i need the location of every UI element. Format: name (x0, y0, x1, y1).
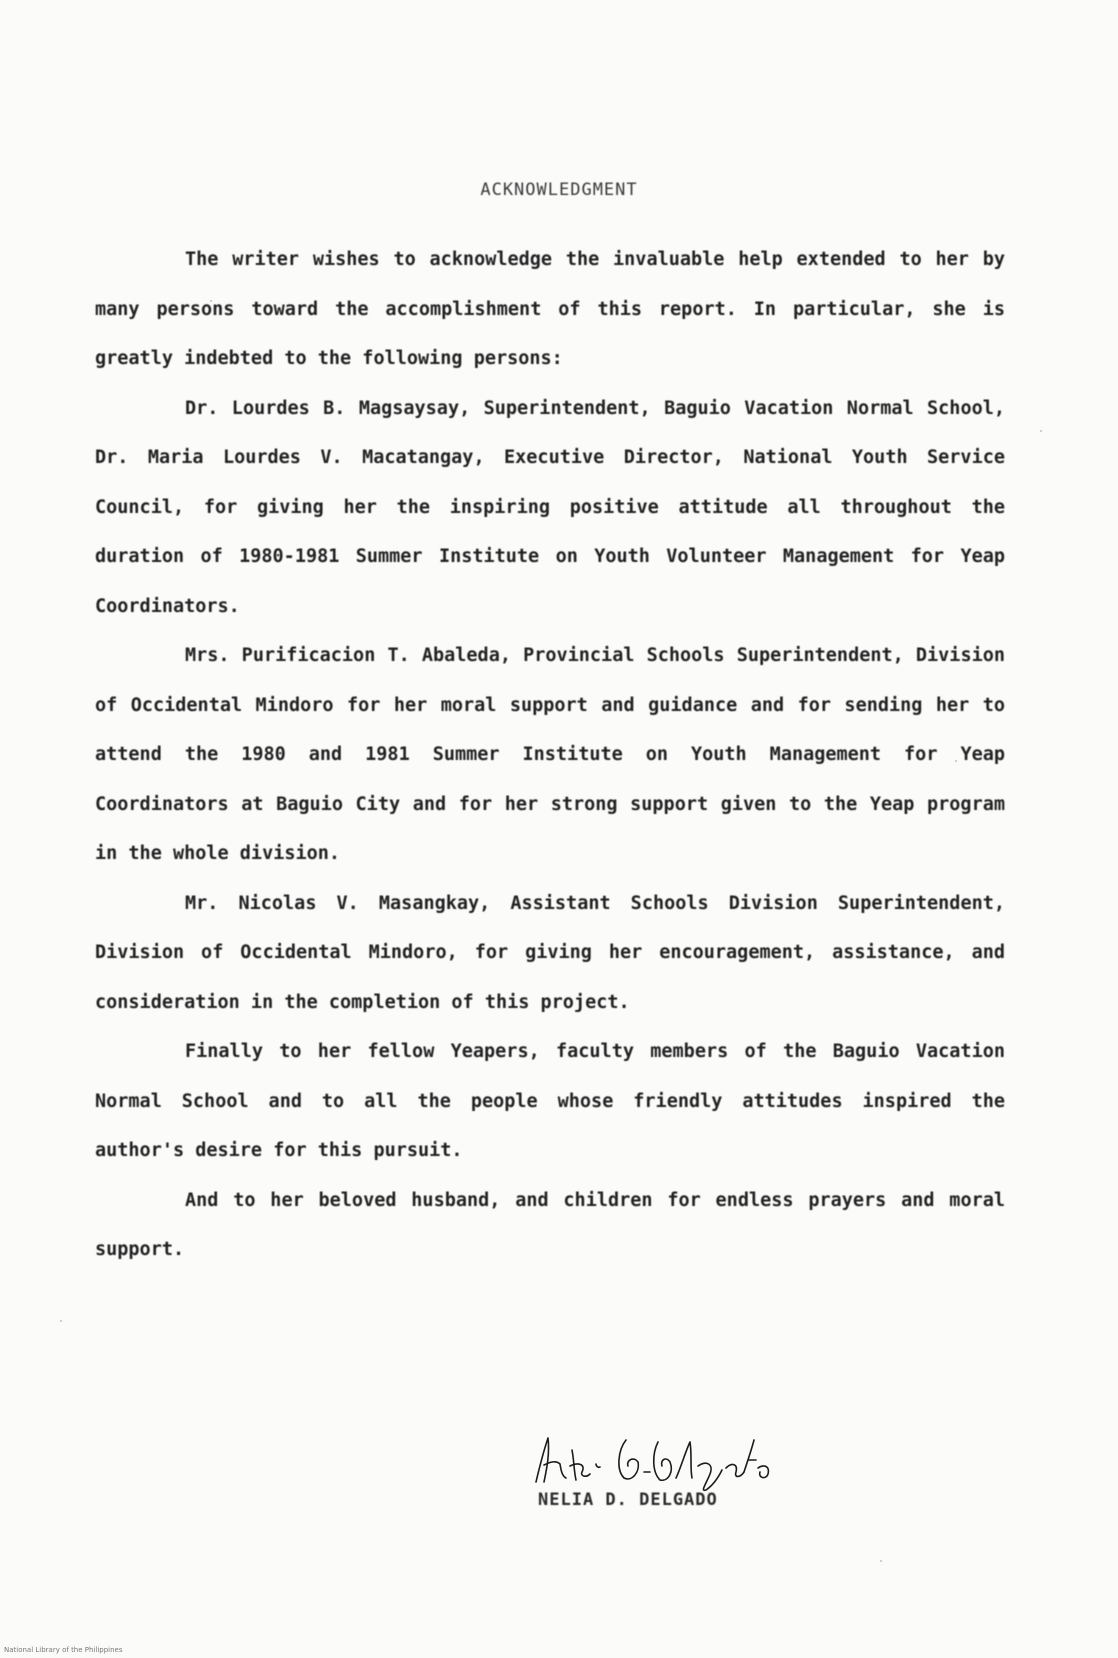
signer-name: NELIA D. DELGADO (538, 1490, 718, 1510)
scan-speck (1040, 430, 1042, 432)
scan-speck (880, 1560, 882, 1562)
paragraph-intro: The writer wishes to acknowledge the invaluable help extended to her by many persons toward the accomplishment of this report. In particular, she is greatly indebted to the following persons: (95, 249, 1005, 369)
paragraph-abaleda: Mrs. Purificacion T. Abaleda, Provincial Schools Superintendent, Division of Occidental Mindoro for her moral support and guidance and for sending her to attend the 1980 and 1981 Summer Institute on Youth Management for Yeap Coordinators at Baguio City and for her strong support given to the Yeap program in the whole division. (95, 645, 1005, 864)
footer-note: National Library of the Philippines (4, 1646, 123, 1654)
paragraph-masangkay: Mr. Nicolas V. Masangkay, Assistant Schools Division Superintendent, Division of Occidental Mindoro, for giving her encouragement, assistance, and consideration in the completion of this project. (95, 892, 1005, 1013)
signature-block (530, 1420, 830, 1530)
acknowledgment-body (95, 235, 1005, 1275)
paragraph-magsaysay: Dr. Lourdes B. Magsaysay, Superintendent, Baguio Vacation Normal School, Dr. Maria Lourdes V. Macatangay, Executive Director, National Youth Service Council, for giving her the inspiring positive attitude all throughout the duration of 1980-1981 Summer Institute on Youth Volunteer Management for Yeap Coordinators. (95, 397, 1005, 617)
paragraph-family: And to her beloved husband, and children for endless prayers and moral support. (95, 1189, 1005, 1260)
scan-speck (60, 1320, 62, 1322)
document-title: ACKNOWLEDGMENT (480, 180, 638, 200)
handwritten-signature (530, 1420, 790, 1495)
paragraph-yeapers: Finally to her fellow Yeapers, faculty members of the Baguio Vacation Normal School and to all the people whose friendly attitudes inspired the author's desire for this pursuit. (95, 1041, 1005, 1161)
